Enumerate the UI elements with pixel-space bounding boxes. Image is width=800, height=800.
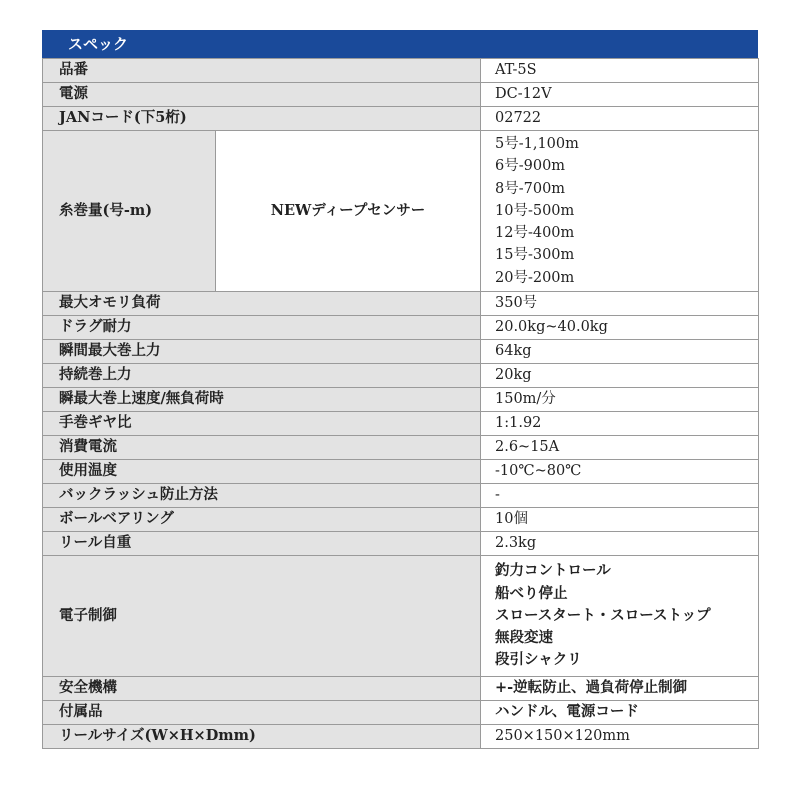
row-label: 使用温度 <box>43 460 481 484</box>
row-label: 糸巻量(号-m) <box>43 131 216 292</box>
row-label: 瞬最大巻上速度/無負荷時 <box>43 388 481 412</box>
row-label: リールサイズ(W×H×Dmm) <box>43 725 481 749</box>
row-value: 350号 <box>481 292 759 316</box>
table-row <box>43 725 759 749</box>
row-value: +-逆転防止、過負荷停止制御 <box>481 677 759 701</box>
spec-table <box>42 58 759 749</box>
table-row <box>43 340 759 364</box>
table-row <box>43 460 759 484</box>
row-label: 安全機構 <box>43 677 481 701</box>
row-value: DC-12V <box>481 83 759 107</box>
row-label: リール自重 <box>43 532 481 556</box>
row-label: 持続巻上力 <box>43 364 481 388</box>
table-row <box>43 83 759 107</box>
row-value: - <box>481 484 759 508</box>
list-item: 12号-400m <box>495 225 575 242</box>
list-item: 15号-300m <box>495 247 575 264</box>
row-value: 150m/分 <box>481 388 759 412</box>
row-label: 電源 <box>43 83 481 107</box>
row-label: 品番 <box>43 59 481 83</box>
row-value-list <box>481 556 759 677</box>
list-item: 釣力コントロール <box>495 562 611 580</box>
row-value: 2.6~15A <box>481 436 759 460</box>
table-row <box>43 131 759 292</box>
row-value: AT-5S <box>481 59 759 83</box>
spec-section <box>42 30 758 749</box>
row-value: -10℃~80℃ <box>481 460 759 484</box>
table-row <box>43 107 759 131</box>
list-item: 無段変速 <box>495 629 553 647</box>
row-value: 20kg <box>481 364 759 388</box>
table-row <box>43 316 759 340</box>
table-row <box>43 484 759 508</box>
table-row <box>43 436 759 460</box>
list-item: スロースタート・スローストップ <box>495 606 711 624</box>
list-item: 5号-1,100m <box>495 135 579 152</box>
row-label: 電子制御 <box>43 556 481 677</box>
list-item: 船べり停止 <box>495 584 568 602</box>
table-row <box>43 292 759 316</box>
row-label: 最大オモリ負荷 <box>43 292 481 316</box>
row-value: ハンドル、電源コード <box>481 701 759 725</box>
row-value: 02722 <box>481 107 759 131</box>
row-label: 手巻ギヤ比 <box>43 412 481 436</box>
section-header: スペック <box>42 30 758 58</box>
list-item: 10号-500m <box>495 202 575 219</box>
row-value: 1:1.92 <box>481 412 759 436</box>
table-row <box>43 677 759 701</box>
row-label: ドラグ耐力 <box>43 316 481 340</box>
table-row <box>43 388 759 412</box>
table-row <box>43 532 759 556</box>
row-label: バックラッシュ防止方法 <box>43 484 481 508</box>
row-value: 2.3kg <box>481 532 759 556</box>
row-value-list <box>481 131 759 292</box>
row-label: ボールベアリング <box>43 508 481 532</box>
table-row <box>43 364 759 388</box>
table-row <box>43 701 759 725</box>
table-row <box>43 59 759 83</box>
list-item: 20号-200m <box>495 269 575 286</box>
table-row <box>43 412 759 436</box>
row-label: 瞬間最大巻上力 <box>43 340 481 364</box>
row-label: JANコード(下5桁) <box>43 107 481 131</box>
row-value: 250×150×120mm <box>481 725 759 749</box>
list-item: 6号-900m <box>495 158 566 175</box>
row-value: 20.0kg~40.0kg <box>481 316 759 340</box>
row-sublabel: NEWディープセンサー <box>216 131 481 292</box>
row-value: 10個 <box>481 508 759 532</box>
table-row <box>43 508 759 532</box>
row-value: 64kg <box>481 340 759 364</box>
row-label: 付属品 <box>43 701 481 725</box>
row-label: 消費電流 <box>43 436 481 460</box>
list-item: 8号-700m <box>495 180 566 197</box>
table-row <box>43 556 759 677</box>
list-item: 段引シャクリ <box>495 651 582 669</box>
